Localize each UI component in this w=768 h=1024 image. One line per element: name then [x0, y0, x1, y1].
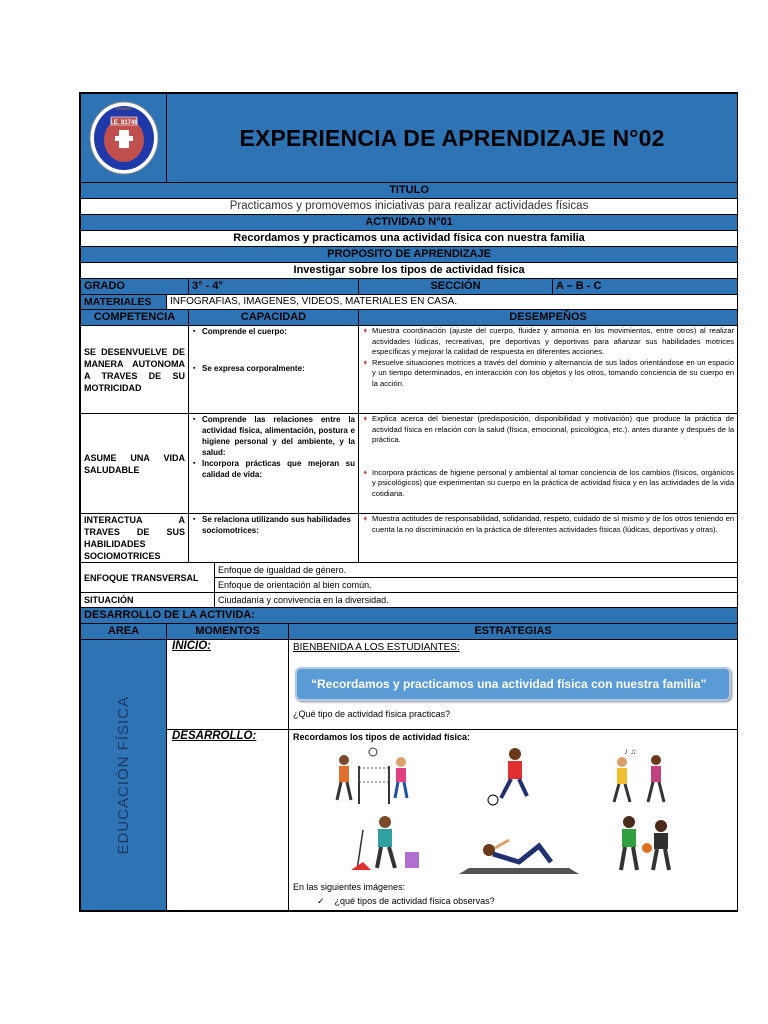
- seccion-value: A – B - C: [553, 279, 738, 295]
- svg-text:ESTADO: ESTADO: [115, 106, 133, 111]
- basketball-icon: [609, 812, 689, 874]
- soccer-icon: [479, 746, 549, 808]
- volleyball-icon: [329, 746, 419, 808]
- enfoque-label: ENFOQUE TRANSVERSAL: [81, 563, 215, 593]
- actividad-label: ACTIVIDAD N°01: [81, 215, 738, 231]
- competencia-1: SE DESENVUELVE DE MANERA AUTONOMA A TRAVES DE SU MOTRICIDAD: [81, 326, 189, 414]
- capacidad-2-item-2: ▪ Incorpora prácticas que mejoran su calidad de vida:: [202, 458, 355, 480]
- desempeno-1-2: ➧ Resuelve situaciones motrices a través del dominio y alternancia de sus lados orientándose en un espacio y un tiempo determinados, en interacción con los objetos y los otros, tomando conciencia de su cuerpo en la acción.: [362, 358, 734, 390]
- check-icon: ✓: [317, 896, 325, 906]
- desarrollo-footer: En las siguientes imágenes:: [293, 882, 406, 892]
- desarrollo-estrategia: [289, 730, 738, 911]
- logo-cell: [81, 94, 167, 183]
- col-competencia: COMPETENCIA: [81, 310, 189, 326]
- document-page: [79, 92, 738, 912]
- situacion-label: SITUACIÓN: [81, 593, 215, 608]
- desempenos-1: [359, 326, 738, 414]
- titulo-value: Practicamos y promovemos iniciativas para realizar actividades físicas: [81, 199, 738, 215]
- competencia-3: INTERACTUA A TRAVES DE SUS HABILIDADES SOCIOMOTRICES: [81, 514, 189, 563]
- competencia-2: ASUME UNA VIDA SALUDABLE: [81, 414, 189, 514]
- exercise-icon: [459, 818, 579, 874]
- col-desempenos: DESEMPEÑOS: [359, 310, 738, 326]
- desempeno-2-1: ➧ Explica acerca del bienestar (predisposición, disponibilidad y motivación) que produce la práctica de actividad física en relación con la salud (física, emocional, psicológica, etc.). antes durante y después de la práctica.: [362, 414, 734, 446]
- inicio-question: ¿Qué tipo de actividad física practicas?: [293, 709, 451, 719]
- activities-illustration: [329, 746, 729, 876]
- area-cell: [81, 640, 167, 911]
- inicio-banner: “Recordamos y practicamos una actividad física con nuestra familia”: [295, 667, 731, 701]
- desarrollo-label: DESARROLLO DE LA ACTIVIDA:: [81, 608, 738, 624]
- desempenos-2: [359, 414, 738, 514]
- check-item: [317, 896, 495, 907]
- capacidad-3: [189, 514, 359, 563]
- titulo-label: TITULO: [81, 183, 738, 199]
- desarrollo-intro: Recordamos los tipos de actividad física:: [293, 732, 471, 742]
- desempenos-3: [359, 514, 738, 563]
- proposito-value: Investigar sobre los tipos de actividad física: [81, 263, 738, 279]
- seccion-label: SECCIÓN: [359, 279, 553, 295]
- momento-inicio: INICIO:: [167, 640, 289, 730]
- col-estrategias: ESTRATEGIAS: [289, 624, 738, 640]
- inicio-greeting: BIENBENIDA A LOS ESTUDIANTES:: [293, 642, 460, 653]
- capacidad-1-item-1: ▪ Comprende el cuerpo:: [202, 326, 355, 337]
- materiales-value: INFOGRAFIAS, IMAGENES, VIDEOS, MATERIALES EN CASA.: [167, 295, 738, 310]
- capacidad-1: [189, 326, 359, 414]
- desempeno-2-2: ➧ Incorpora prácticas de higiene personal y ambiental al tomar conciencia de los cambios (físicos, orgánicos y psicológicos) que experimentan su cuerpo en la práctica de actividad física y en las actividades de la vida cotidiana.: [362, 468, 734, 500]
- check-item-text: ¿qué tipos de actividad física observas?: [334, 896, 495, 906]
- desempeno-3-1: ➧ Muestra actitudes de responsabilidad, solidaridad, respeto, cuidado de sí mismo y de los otros teniendo en cuenta la no discriminación en la práctica de diferentes actividades físicas (lúdicas, deportivas y otras).: [362, 514, 734, 535]
- col-momentos: MOMENTOS: [167, 624, 289, 640]
- capacidad-2: [189, 414, 359, 514]
- inicio-estrategia: [289, 640, 738, 730]
- situacion-value: Ciudadanía y convivencia en la diversidad.: [215, 593, 738, 608]
- col-area: AREA: [81, 624, 167, 640]
- document-title-cell: [167, 94, 738, 183]
- svg-text:♪ ♫: ♪ ♫: [624, 747, 637, 756]
- area-label: EDUCACIÓN FÍSICA: [115, 695, 132, 855]
- proposito-label: PROPOSITO DE APRENDIZAJE: [81, 247, 738, 263]
- grado-value: 3° - 4°: [189, 279, 359, 295]
- dancing-icon: [604, 746, 684, 808]
- capacidad-3-item-1: ▪ Se relaciona utilizando sus habilidades sociomotrices:: [202, 514, 355, 536]
- materiales-label: MATERIALES: [81, 295, 167, 310]
- col-capacidad: CAPACIDAD: [189, 310, 359, 326]
- enfoque-item-1: Enfoque de igualdad de género.: [215, 563, 738, 578]
- actividad-value: Recordamos y practicamos una actividad física con nuestra familia: [81, 231, 738, 247]
- svg-text:I.E. 81746: I.E. 81746: [110, 120, 138, 126]
- document-title: EXPERIENCIA DE APRENDIZAJE N°02: [239, 125, 665, 151]
- grado-label: GRADO: [81, 279, 189, 295]
- capacidad-2-item-1: ▪ Comprende las relaciones entre la actividad física, alimentación, postura e higiene personal y del ambiente, y la salud:: [202, 414, 355, 458]
- cleaning-icon: [349, 812, 449, 874]
- capacidad-1-item-2: ▪ Se expresa corporalmente:: [202, 363, 355, 374]
- momento-desarrollo: DESARROLLO:: [167, 730, 289, 911]
- experience-table: [80, 93, 738, 911]
- school-crest-icon: [81, 94, 167, 182]
- desempeno-1-1: ➧ Muestra coordinación (ajuste del cuerpo, fluidez y armonía en los movimientos, entre otros) al realizar actividades lúdicas, recreativas, pre deportivas y deportivas para afianzar sus habilidades motrices específicas y mejorar la calidad de respuesta en diferentes acciones.: [362, 326, 734, 358]
- enfoque-item-2: Enfoque de orientación al bien común.: [215, 578, 738, 593]
